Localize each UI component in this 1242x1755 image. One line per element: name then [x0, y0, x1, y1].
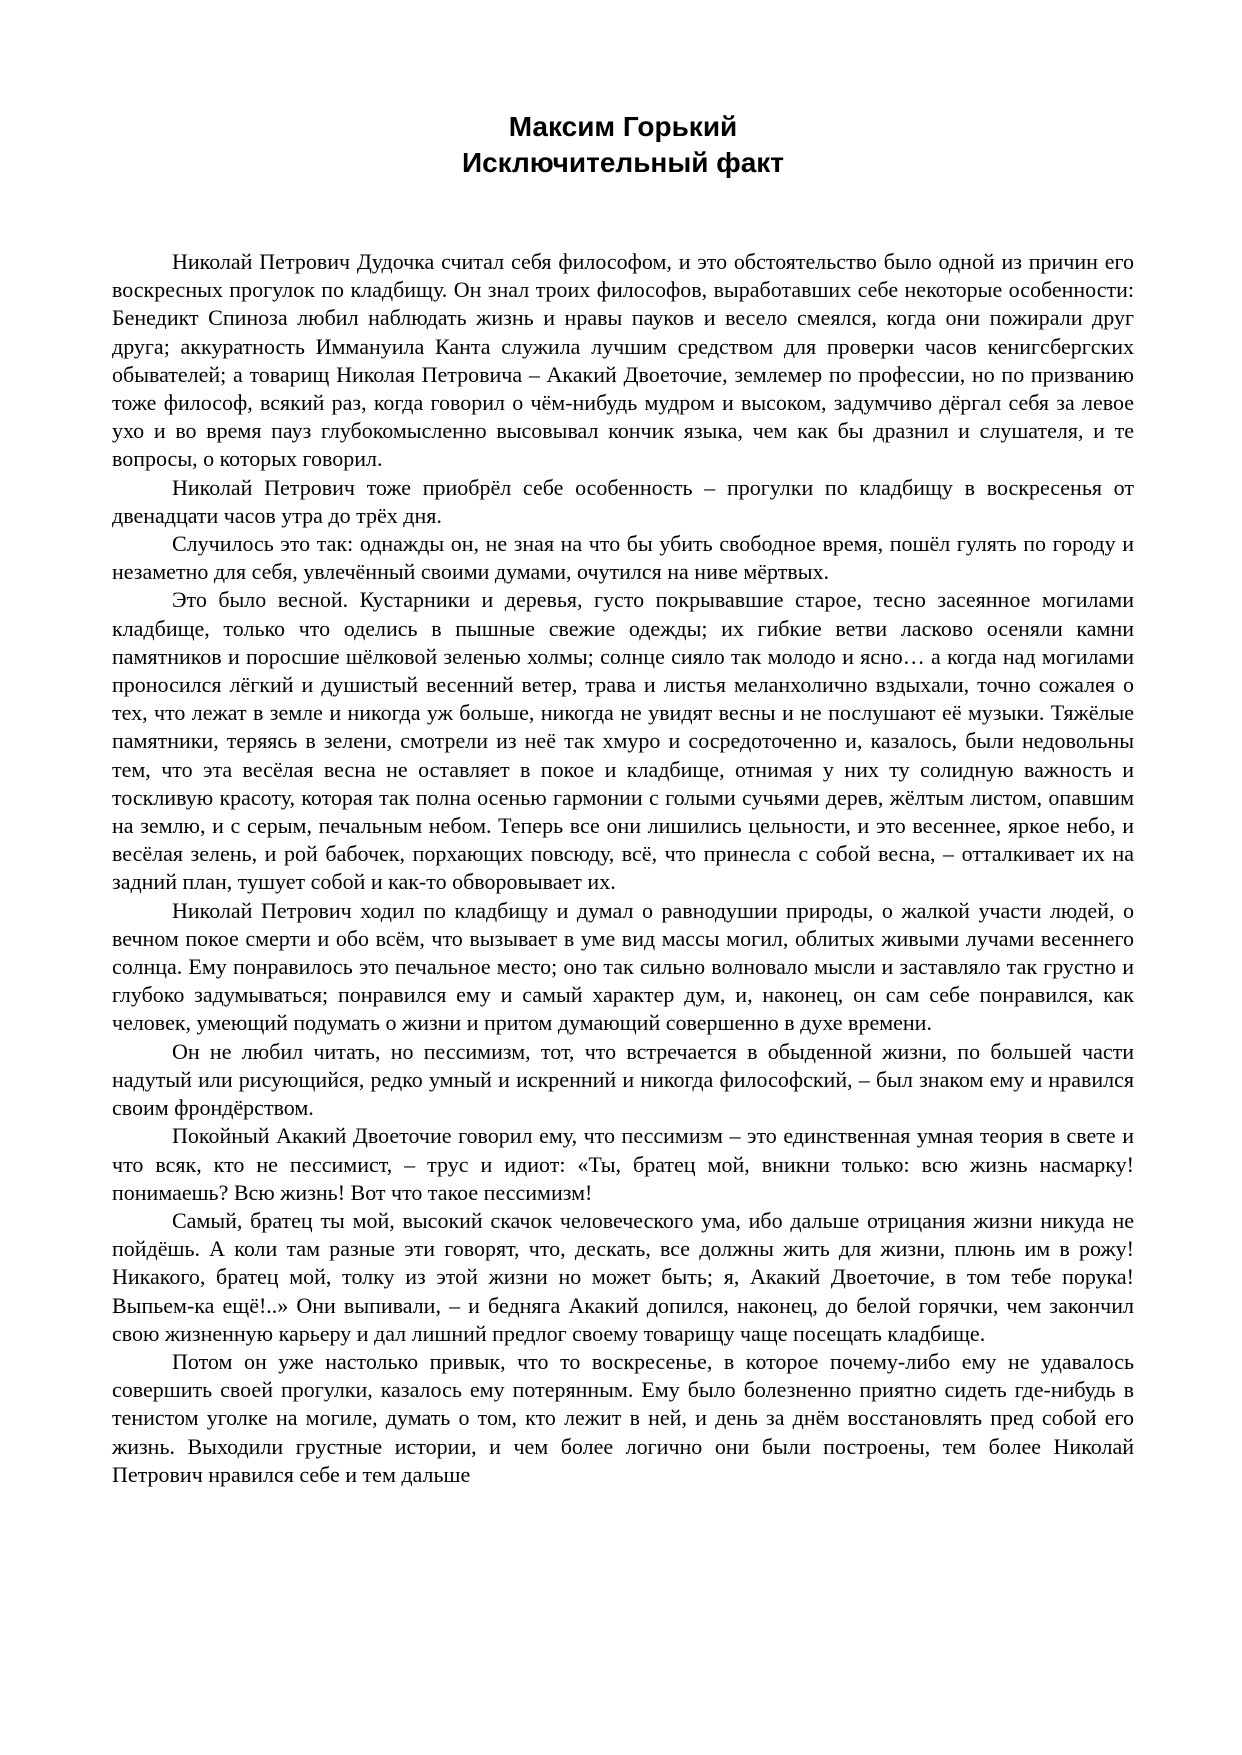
- paragraph: Николай Петрович ходил по кладбищу и думал о равнодушии природы, о жалкой участи людей, о вечном покое смерти и обо всём, что вызывает в уме вид массы могил, облитых живыми лучами весеннего солнца. Ему понравилось это печальное место; оно так сильно волновало мысли и заставляло так грустно и глубоко задумываться; понравился ему и самый характер дум, и, наконец, он сам себе понравился, как человек, умеющий подумать о жизни и притом думающий совершенно в духе времени.: [112, 897, 1134, 1036]
- paragraph: Потом он уже настолько привык, что то воскресенье, в которое почему-либо ему не удавалось совершить своей прогулки, казалось ему потерянным. Ему было болезненно приятно сидеть где-нибудь в тенистом уголке на могиле, думать о том, кто лежит в ней, и день за днём восстановлять пред собой его жизнь. Выходили грустные истории, и чем более логично они были построены, тем более Николай Петрович нравился себе и тем дальше: [112, 1348, 1134, 1487]
- author-name: Максим Горький: [508, 111, 738, 142]
- paragraph: Покойный Акакий Двоеточие говорил ему, что пессимизм – это единственная умная теория в свете и что всяк, кто не пессимист, – трус и идиот: «Ты, братец мой, вникни только: всю жизнь насмарку! понимаешь? Всю жизнь! Вот что такое пессимизм!: [112, 1123, 1134, 1205]
- document-page: [112, 0, 1134, 1755]
- paragraph: Николай Петрович тоже приобрёл себе особенность – прогулки по кладбищу в воскресенья от двенадцати часов утра до трёх дня.: [112, 474, 1134, 528]
- document-body: [112, 248, 1134, 1489]
- document-title: Исключительный факт: [461, 147, 785, 178]
- document-header: [112, 109, 1134, 181]
- paragraph: Николай Петрович Дудочка считал себя философом, и это обстоятельство было одной из причин его воскресных прогулок по кладбищу. Он знал троих философов, выработавших себе некоторые особенности: Бенедикт Спиноза любил наблюдать жизнь и нравы пауков и весело смеялся, когда они пожирали друг друга; аккуратность Иммануила Канта служила лучшим средством для проверки часов кенигсбергских обывателей; а товарищ Николая Петровича – Акакий Двоеточие, землемер по профессии, но по призванию тоже философ, всякий раз, когда говорил о чём-нибудь мудром и высоком, задумчиво дёргал себя за левое ухо и во время пауз глубокомысленно высовывал кончик языка, чем как бы дразнил и слушателя, и те вопросы, о которых говорил.: [112, 249, 1134, 472]
- paragraph: Случилось это так: однажды он, не зная на что бы убить свободное время, пошёл гулять по городу и незаметно для себя, увлечённый своими думами, очутился на ниве мёртвых.: [112, 531, 1134, 585]
- paragraph: Самый, братец ты мой, высокий скачок человеческого ума, ибо дальше отрицания жизни никуда не пойдёшь. А коли там разные эти говорят, что, дескать, все должны жить для жизни, плюнь им в рожу! Никакого, братец мой, толку из этой жизни но может быть; я, Акакий Двоеточие, в том тебе порука! Выпьем-ка ещё!..» Они выпивали, – и бедняга Акакий допился, наконец, до белой горячки, чем закончил свою жизненную карьеру и дал лишний предлог своему товарищу чаще посещать кладбище.: [112, 1207, 1134, 1346]
- paragraph: Это было весной. Кустарники и деревья, густо покрывавшие старое, тесно засеянное могилами кладбище, только что оделись в пышные свежие одежды; их гибкие ветви ласково осеняли камни памятников и поросшие шёлковой зеленью холмы; солнце сияло так молодо и ясно… а когда над могилами проносился лёгкий и душистый весенний ветер, трава и листья меланхолично вздыхали, точно сожалея о тех, что лежат в земле и никогда уж больше, никогда не увидят весны и не послушают её музыки. Тяжёлые памятники, теряясь в зелени, смотрели из неё так хмуро и сосредоточенно и, казалось, были недовольны тем, что эта весёлая весна не оставляет в покое и кладбище, отнимая у них ту солидную важность и тоскливую красоту, которая так полна осенью гармонии с голыми сучьями дерев, жёлтым листом, опавшим на землю, и с серым, печальным небом. Теперь все они лишились цельности, и это весеннее, яркое небо, и весёлая зелень, и рой бабочек, порхающих повсюду, всё, что принесла с собой весна, – отталкивает их на задний план, тушует собой и как-то обворовывает их.: [112, 587, 1134, 895]
- paragraph: Он не любил читать, но пессимизм, тот, что встречается в обыденной жизни, по большей части надутый или рисующийся, редко умный и искренний и никогда философский, – был знаком ему и нравился своим фрондёрством.: [112, 1038, 1134, 1121]
